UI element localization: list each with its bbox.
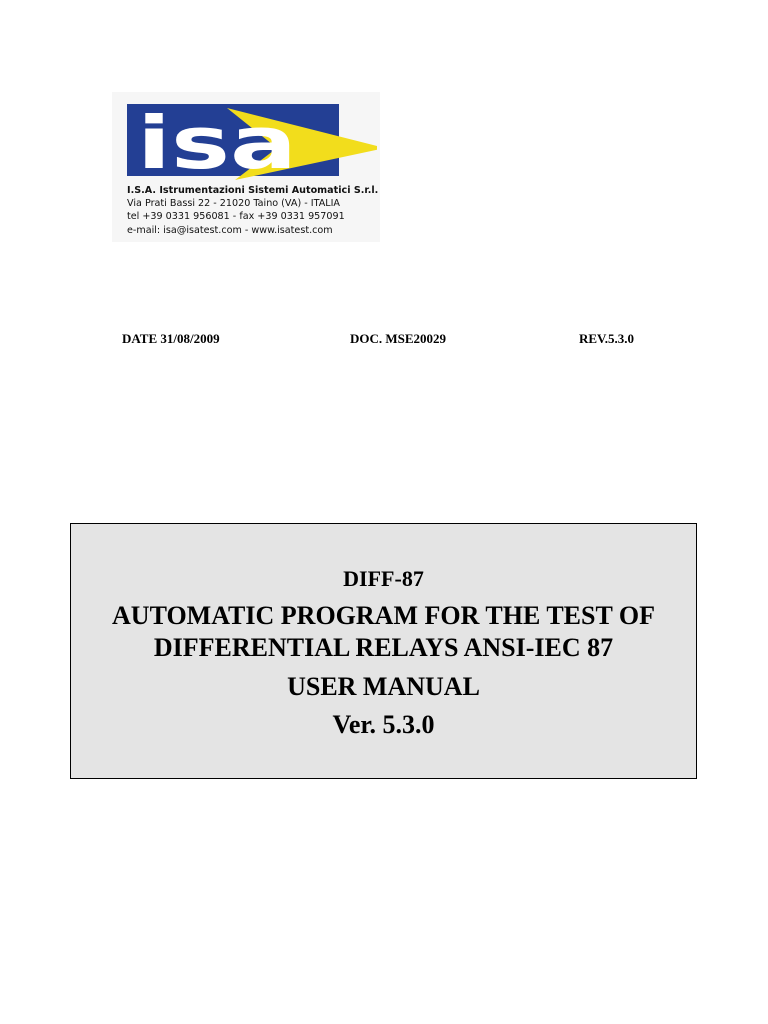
- company-info: [127, 184, 378, 237]
- company-phone-fax: tel +39 0331 956081 - fax +39 0331 957091: [127, 211, 345, 223]
- document-title-line-1: AUTOMATIC PROGRAM FOR THE TEST OF: [112, 601, 655, 630]
- document-title: [71, 600, 696, 664]
- company-name: I.S.A. Istrumentazioni Sistemi Automatici S.r.l.: [127, 185, 379, 196]
- logo-brand-text: isa: [137, 101, 297, 182]
- document-subtitle: USER MANUAL: [287, 672, 480, 701]
- company-address: Via Prati Bassi 22 - 21020 Taino (VA) - ITALIA: [127, 198, 340, 210]
- company-contact: e-mail: isa@isatest.com - www.isatest.com: [127, 224, 333, 236]
- document-date: DATE 31/08/2009: [122, 331, 220, 346]
- title-box: [70, 523, 697, 779]
- document-title-line-2: DIFFERENTIAL RELAYS ANSI-IEC 87: [153, 633, 614, 662]
- document-number: DOC. MSE20029: [350, 331, 447, 346]
- company-logo-block: [112, 92, 380, 242]
- document-version: Ver. 5.3.0: [332, 710, 435, 739]
- document-revision: REV.5.3.0: [579, 331, 635, 346]
- product-code: DIFF-87: [343, 566, 424, 591]
- isa-logo: [127, 96, 377, 182]
